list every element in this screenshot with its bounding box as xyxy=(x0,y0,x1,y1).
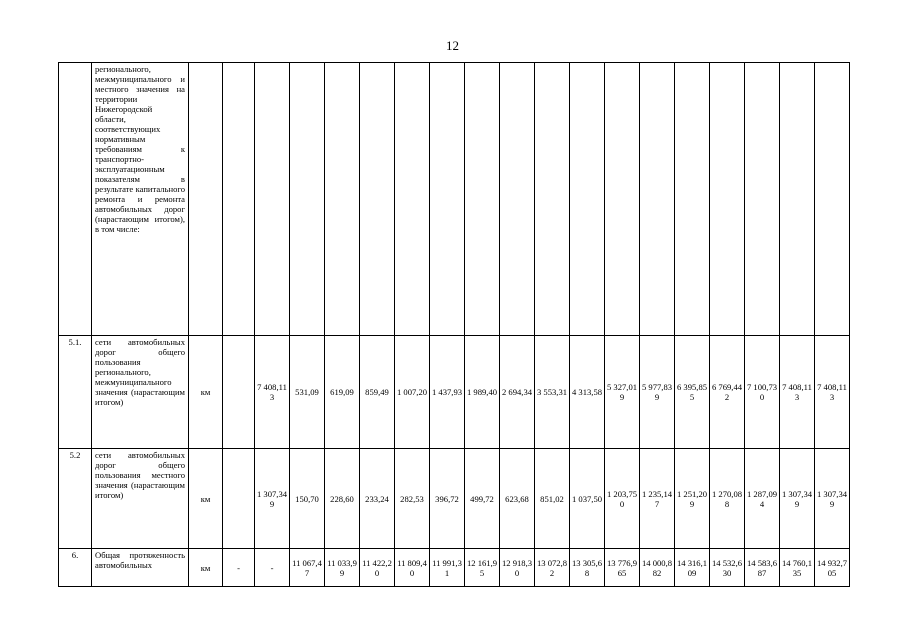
table-row xyxy=(59,336,850,449)
value-cell: 7 408,113 xyxy=(815,336,850,449)
value-cell: 1 235,147 xyxy=(640,449,675,549)
value-cell xyxy=(605,63,640,336)
value-cell: 1 307,349 xyxy=(780,449,815,549)
value-cell xyxy=(500,63,535,336)
value-cell: 1 251,209 xyxy=(675,449,710,549)
value-cell xyxy=(223,63,255,336)
row-description: Общая протяженность автомобильных xyxy=(92,549,189,587)
value-cell xyxy=(745,63,780,336)
value-cell: 282,53 xyxy=(395,449,430,549)
value-cell: 623,68 xyxy=(500,449,535,549)
value-cell: 1 287,094 xyxy=(745,449,780,549)
row-number: 5.1. xyxy=(59,336,92,449)
value-cell xyxy=(325,63,360,336)
value-cell: 2 694,34 xyxy=(500,336,535,449)
value-cell xyxy=(465,63,500,336)
value-cell: 228,60 xyxy=(325,449,360,549)
value-cell: 7 408,113 xyxy=(780,336,815,449)
value-cell: 6 769,442 xyxy=(710,336,745,449)
row-number: 6. xyxy=(59,549,92,587)
value-cell xyxy=(255,63,290,336)
value-cell: 1 037,50 xyxy=(570,449,605,549)
value-cell xyxy=(535,63,570,336)
value-cell: 7 408,113 xyxy=(255,336,290,449)
value-cell: 619,09 xyxy=(325,336,360,449)
row-unit: км xyxy=(189,449,223,549)
value-cell: 12 161,95 xyxy=(465,549,500,587)
value-cell: 396,72 xyxy=(430,449,465,549)
value-cell: 11 033,99 xyxy=(325,549,360,587)
value-cell: 233,24 xyxy=(360,449,395,549)
value-cell xyxy=(815,63,850,336)
value-cell: 14 316,109 xyxy=(675,549,710,587)
value-cell xyxy=(640,63,675,336)
value-cell: 1 203,750 xyxy=(605,449,640,549)
value-cell: 1 307,349 xyxy=(255,449,290,549)
value-cell xyxy=(570,63,605,336)
value-cell: 3 553,31 xyxy=(535,336,570,449)
value-cell: 11 809,40 xyxy=(395,549,430,587)
value-cell xyxy=(780,63,815,336)
value-cell: 531,09 xyxy=(290,336,325,449)
value-cell: 1 270,088 xyxy=(710,449,745,549)
indicators-table xyxy=(58,62,850,587)
value-cell: 11 067,47 xyxy=(290,549,325,587)
value-cell: 5 327,019 xyxy=(605,336,640,449)
page-number: 12 xyxy=(446,38,459,53)
value-cell: 1 307,349 xyxy=(815,449,850,549)
table-row xyxy=(59,63,850,336)
value-cell: 150,70 xyxy=(290,449,325,549)
value-cell: 14 583,687 xyxy=(745,549,780,587)
value-cell: 499,72 xyxy=(465,449,500,549)
value-cell xyxy=(360,63,395,336)
value-cell xyxy=(223,336,255,449)
value-cell: 5 977,839 xyxy=(640,336,675,449)
value-cell xyxy=(223,449,255,549)
value-cell: 13 776,965 xyxy=(605,549,640,587)
value-cell: 1 007,20 xyxy=(395,336,430,449)
value-cell: - xyxy=(255,549,290,587)
row-number xyxy=(59,63,92,336)
value-cell: 1 989,40 xyxy=(465,336,500,449)
value-cell xyxy=(290,63,325,336)
row-unit xyxy=(189,63,223,336)
value-cell: 7 100,730 xyxy=(745,336,780,449)
value-cell: 12 918,30 xyxy=(500,549,535,587)
value-cell: 14 760,135 xyxy=(780,549,815,587)
value-cell: 14 932,705 xyxy=(815,549,850,587)
value-cell: 851,02 xyxy=(535,449,570,549)
value-cell: 6 395,855 xyxy=(675,336,710,449)
table-row xyxy=(59,449,850,549)
value-cell xyxy=(710,63,745,336)
value-cell: 1 437,93 xyxy=(430,336,465,449)
row-number: 5.2 xyxy=(59,449,92,549)
value-cell: 4 313,58 xyxy=(570,336,605,449)
value-cell: 859,49 xyxy=(360,336,395,449)
table-row xyxy=(59,549,850,587)
value-cell xyxy=(430,63,465,336)
row-description: сети автомобильных дорог общего пользования местного значения (нарастающим итогом) xyxy=(92,449,189,549)
value-cell: 13 072,82 xyxy=(535,549,570,587)
row-description: сети автомобильных дорог общего пользования регионального, межмуниципального значения (нарастающим итогом) xyxy=(92,336,189,449)
row-unit: км xyxy=(189,336,223,449)
row-description: регионального, межмуниципального и местного значения на территории Нижегородской области, соответствующих нормативным требованиям к транспортно-эксплуатационным показателям в результате капитального ремонта и ремонта автомобильных дорог (нарастающим итогом), в том числе: xyxy=(92,63,189,336)
value-cell xyxy=(675,63,710,336)
value-cell: 11 991,31 xyxy=(430,549,465,587)
value-cell: - xyxy=(223,549,255,587)
value-cell: 13 305,68 xyxy=(570,549,605,587)
value-cell xyxy=(395,63,430,336)
value-cell: 14 532,630 xyxy=(710,549,745,587)
value-cell: 11 422,20 xyxy=(360,549,395,587)
value-cell: 14 000,882 xyxy=(640,549,675,587)
row-unit: км xyxy=(189,549,223,587)
